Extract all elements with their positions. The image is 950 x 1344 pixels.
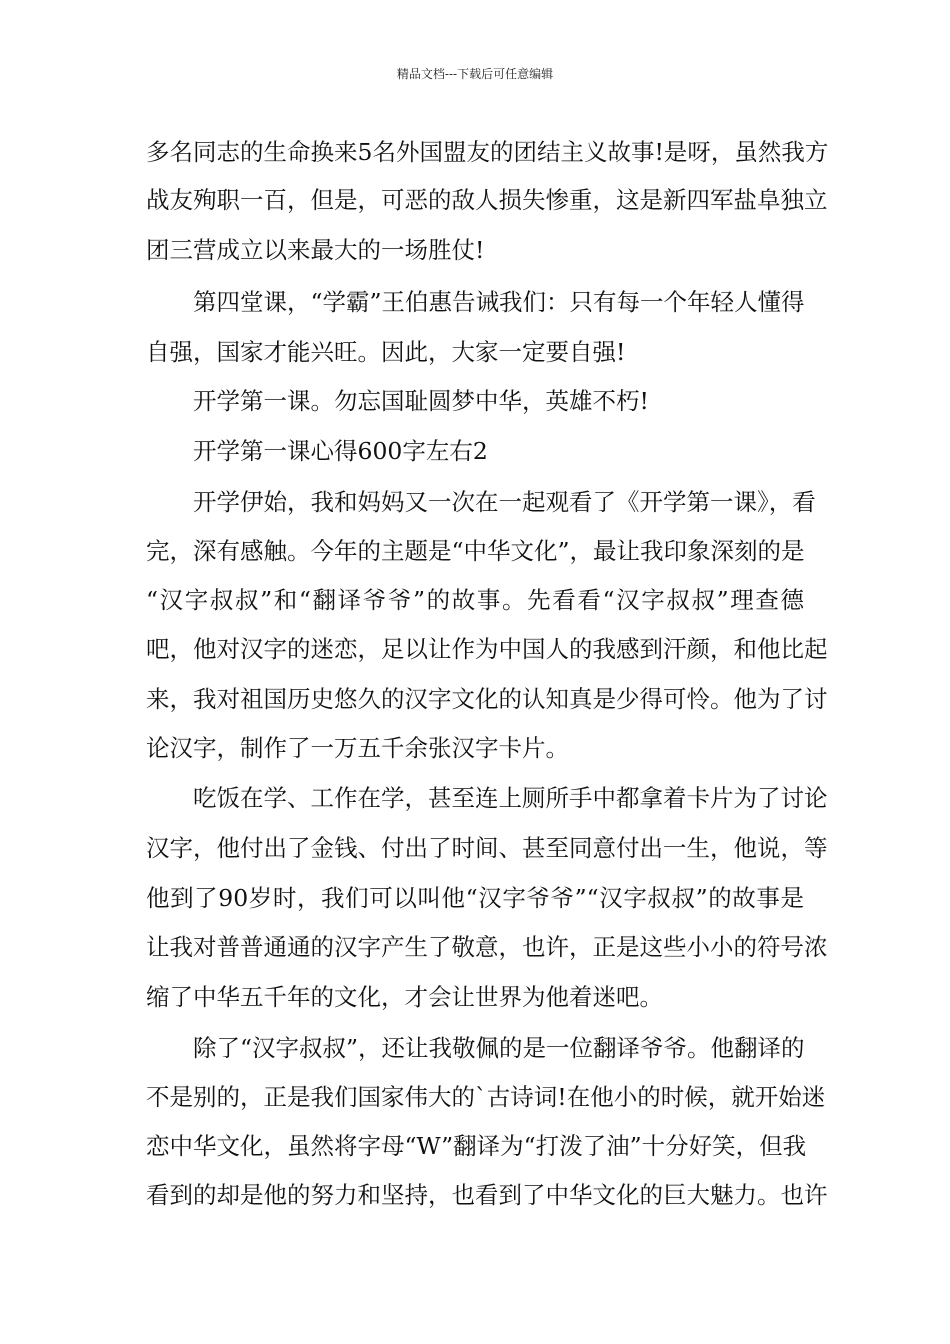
text-line: 恋中华文化，虽然将字母“W”翻译为“打泼了油”十分好笑，但我 [146,1132,807,1160]
page-header: 精品文档---下载后可任意编辑 [396,67,554,81]
text-line: 汉字，他付出了金钱、付出了时间、甚至同意付出一生，他说，等 [146,834,828,862]
text-line: 不是别的，正是我们国家伟大的`古诗词!在他小的时候，就开始迷 [146,1083,826,1111]
text-line: 第四堂课，“学霸”王伯惠告诫我们：只有每一个年轻人懂得 [193,288,805,316]
text-line: 来，我对祖国历史悠久的汉字文化的认知真是少得可怜。他为了讨 [146,685,828,713]
text-line: 让我对普普通通的汉字产生了敬意，也许，正是这些小小的符号浓 [146,933,828,961]
text-line: 开学第一课。勿忘国耻圆梦中华，英雄不朽! [193,387,649,415]
text-line: “汉字叔叔”和“翻译爷爷”的故事。先看看“汉字叔叔”理查德 [146,586,804,614]
text-line: 开学伊始，我和妈妈又一次在一起观看了《开学第一课》，看 [193,488,816,516]
text-line: 吃饭在学、工作在学，甚至连上厕所手中都拿着卡片为了讨论 [193,784,828,812]
text-line: 他到了90岁时，我们可以叫他“汉字爷爷”“汉字叔叔”的故事是 [146,884,804,912]
text-line: 除了“汉字叔叔”，还让我敬佩的是一位翻译爷爷。他翻译的 [193,1034,805,1062]
text-line: 看到的却是他的努力和坚持，也看到了中华文化的巨大魅力。也许 [146,1181,828,1209]
text-line: 吧，他对汉字的迷恋，足以让作为中国人的我感到汗颜，和他比起 [146,635,828,663]
text-line: 完，深有感触。今年的主题是“中华文化”，最让我印象深刻的是 [146,537,805,565]
text-line: 多名同志的生命换来5名外国盟友的团结主义故事!是呀，虽然我方 [146,138,829,166]
text-line: 自强，国家才能兴旺。因此，大家一定要自强! [146,338,626,366]
text-line: 团三营成立以来最大的一场胜仗! [146,236,485,264]
section-heading: 开学第一课心得600字左右2 [193,437,488,465]
text-line: 战友殉职一百，但是，可恶的敌人损失惨重，这是新四军盐阜独立 [146,186,828,214]
text-line: 论汉字，制作了一万五千余张汉字卡片。 [146,734,569,762]
text-line: 缩了中华五千年的文化，才会让世界为他着迷吧。 [146,983,663,1011]
